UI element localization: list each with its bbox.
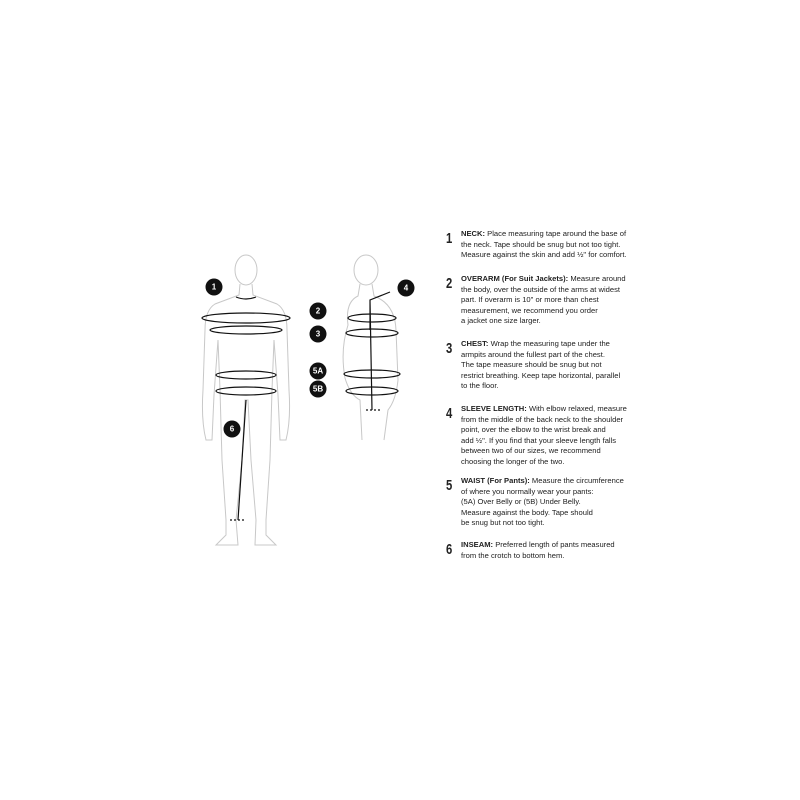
badge-1 (206, 279, 223, 296)
instruction-number: 6 (446, 541, 453, 558)
badge-5a (310, 363, 327, 380)
sleeve-line (370, 292, 390, 410)
instruction-line (461, 404, 627, 415)
instruction-line: from the middle of the back neck to the shoulder (461, 414, 624, 424)
instruction-line (461, 229, 627, 240)
svg-text:1: 1 (211, 282, 217, 292)
instruction-line: measurement, we recommend you order (461, 305, 598, 315)
instruction-line: from the crotch to bottom hem. (461, 550, 565, 560)
measurement-lines (202, 292, 400, 520)
instruction-line: of where you normally wear your pants: (461, 486, 594, 496)
badge-4 (398, 280, 415, 297)
instruction-line (461, 274, 626, 285)
instruction-line: add ½". If you find that your sleeve length falls (461, 435, 617, 445)
instruction-line: Measure against the skin and add ½" for comfort. (461, 250, 627, 260)
badge-3 (310, 326, 327, 343)
instruction-line: (5A) Over Belly or (5B) Under Belly. (461, 497, 581, 507)
instruction-title: CHEST: (461, 339, 489, 348)
instruction-title: SLEEVE LENGTH: (461, 404, 527, 413)
svg-text:4: 4 (403, 283, 409, 293)
instruction-number: 4 (446, 405, 453, 422)
instruction-line-text: With elbow relaxed, measure (528, 404, 627, 413)
chest-tape (210, 326, 282, 334)
instruction-number: 5 (446, 477, 453, 494)
instruction-line-text: Measure around (570, 274, 626, 283)
instruction-line: The tape measure should be snug but not (461, 360, 602, 370)
instruction-line-text: Preferred length of pants measured (495, 540, 615, 549)
instruction-line-text: Wrap the measuring tape under the (490, 339, 610, 348)
neck-tape (236, 297, 256, 299)
instruction-line: between two of our sizes, we recommend (461, 446, 601, 456)
instruction-line: armpits around the fullest part of the chest. (461, 349, 605, 359)
badge-2 (310, 303, 327, 320)
svg-text:5A: 5A (312, 366, 324, 376)
instruction-line: to the floor. (461, 381, 499, 391)
svg-text:6: 6 (229, 424, 235, 434)
instruction-text (461, 540, 615, 561)
badge-6 (224, 421, 241, 438)
instruction-title: WAIST (For Pants): (461, 476, 530, 485)
badge-5b (310, 381, 327, 398)
instruction-line: be snug but not too tight. (461, 518, 545, 528)
instruction-title: INSEAM: (461, 540, 494, 549)
svg-text:2: 2 (315, 306, 321, 316)
instruction-line (461, 476, 624, 487)
instruction-line: point, over the elbow to the wrist break and (461, 425, 606, 435)
instruction-number: 3 (446, 340, 453, 357)
instruction-title: NECK: (461, 229, 486, 238)
instruction-line: Measure against the body. Tape should (461, 507, 593, 517)
instruction-text (461, 404, 627, 468)
instruction-text (461, 339, 620, 392)
instruction-text (461, 229, 627, 261)
instruction-line: restrict breathing. Keep tape horizontal, parallel (461, 370, 621, 380)
inseam-line (238, 400, 246, 520)
instruction-line-text: Measure the circumference (531, 476, 624, 485)
svg-text:5B: 5B (312, 384, 324, 394)
instruction-line: the body, over the outside of the arms at widest (461, 284, 620, 294)
waist-5a-tape (216, 371, 276, 379)
instruction-line: choosing the longer of the two. (461, 456, 565, 466)
instruction-line-text: Place measuring tape around the base of (487, 229, 627, 238)
instruction-title: OVERARM (For Suit Jackets): (461, 274, 569, 283)
instruction-line: a jacket one size larger. (461, 316, 541, 326)
waist-5b-tape (216, 387, 276, 395)
instruction-number: 1 (446, 230, 453, 247)
instruction-line (461, 540, 615, 551)
instruction-line: part. If overarm is 10" or more than chest (461, 295, 599, 305)
instruction-text (461, 274, 626, 327)
instruction-line (461, 339, 620, 350)
instruction-line: the neck. Tape should be snug but not too tight. (461, 239, 621, 249)
instruction-number: 2 (446, 275, 453, 292)
instruction-text (461, 476, 624, 529)
overarm-tape (202, 313, 290, 323)
svg-text:3: 3 (315, 329, 321, 339)
